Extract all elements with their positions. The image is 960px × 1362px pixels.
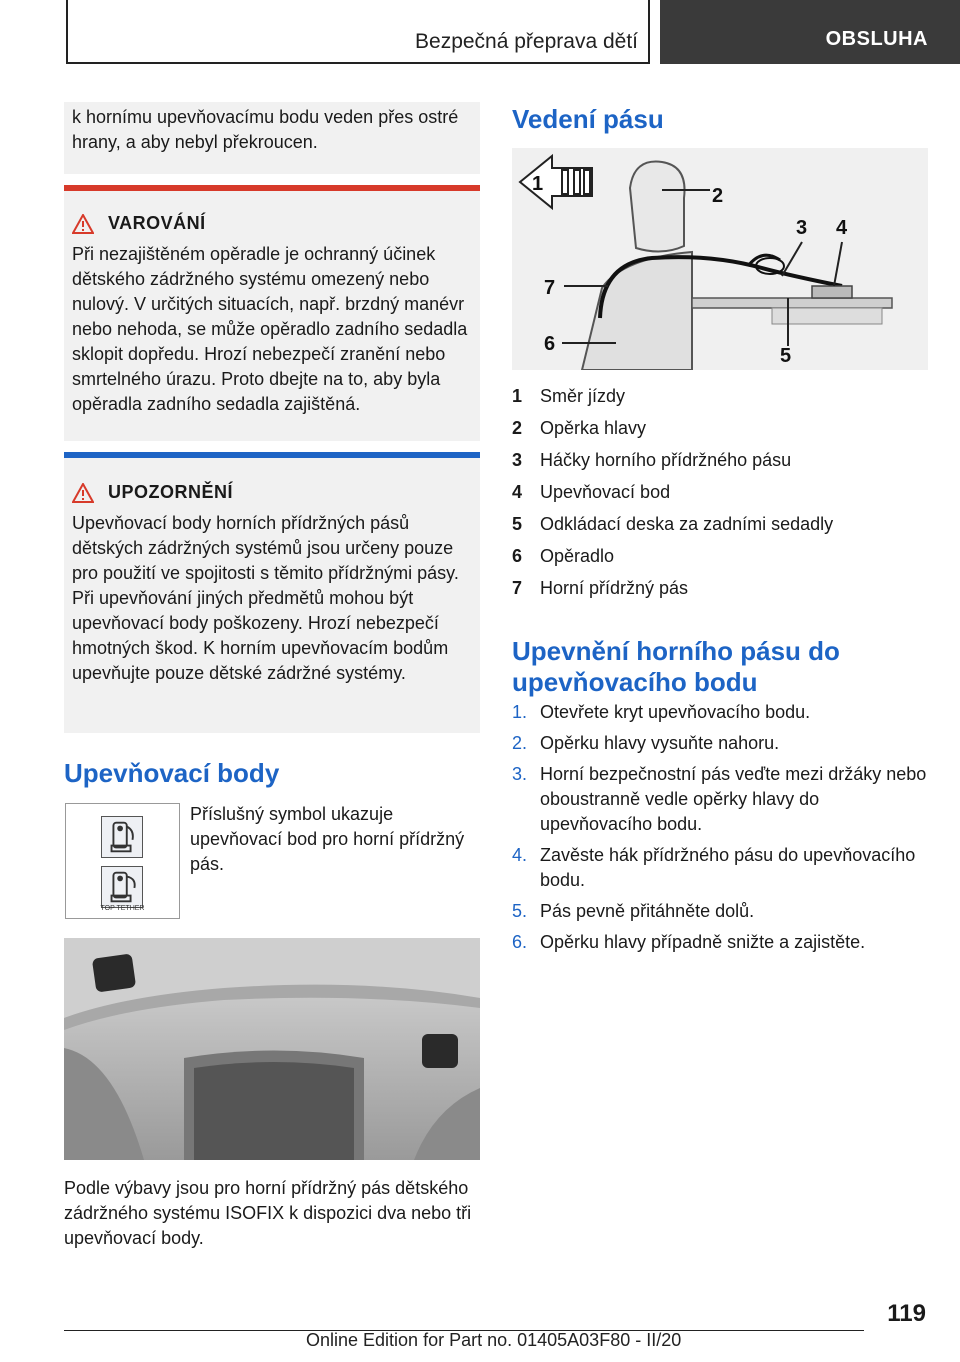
notice-text: Upevňovací body horních přídržných pásů dětských zádržných systémů jsou určeny pouze pro použití ve spojitosti s těmito přídržnými pásy. Při upevňování jiných předmětů mohou být upevňovací body poškozeny. Hrozí nebezpečí hmotných škod. K horním upevňovacím bodům upevňujte pouze dětské zádržné systémy.	[72, 513, 459, 683]
top-tether-symbol	[65, 803, 180, 919]
step-item: 5. Pás pevně přitáhněte dolů.	[512, 901, 755, 921]
step-item: 4. Zavěste hák přídržného pásu do upevňovacího bodu.	[512, 845, 916, 890]
step-item: 1. Otevřete kryt upevňovacího bodu.	[512, 702, 811, 722]
top-tether-caption: TOP TETHER	[100, 905, 145, 912]
section-tab[interactable]: OBSLUHA	[660, 0, 960, 64]
legend-item: 6 Opěradlo	[512, 546, 615, 566]
rear-shelf-photo	[64, 938, 480, 1160]
chapter-title: Bezpečná přeprava dětí	[415, 30, 638, 53]
page-number: 119	[887, 1300, 926, 1327]
top-tether-icon	[101, 866, 143, 908]
continued-text: k hornímu upevňovacímu bodu veden přes ostré hrany, a aby nebyl překroucen.	[72, 107, 459, 152]
header-divider-left	[66, 0, 68, 64]
notice-title: UPOZORNĚNÍ	[108, 482, 234, 502]
diagram-label-7: 7	[544, 277, 556, 299]
step-item: 2. Opěrku hlavy vysuňte nahoru.	[512, 733, 780, 753]
warning-box	[64, 191, 480, 441]
legend-item: 5 Odkládací deska za zadními sedadly	[512, 514, 834, 534]
diagram-label-6: 6	[544, 333, 556, 355]
diagram-label-4: 4	[836, 217, 848, 239]
legend-item: 2 Opěrka hlavy	[512, 418, 647, 438]
warning-triangle-icon	[72, 214, 94, 234]
notice-heading	[72, 480, 472, 505]
header-divider-right	[648, 0, 650, 64]
belt-routing-diagram	[512, 148, 928, 370]
step-item: 6. Opěrku hlavy případně snižte a zajistěte.	[512, 932, 866, 952]
diagram-label-2: 2	[712, 185, 724, 207]
section-title-belt-routing: Vedení pásu	[512, 104, 664, 134]
step-item: 3. Horní bezpečnostní pás veďte mezi držáky nebo oboustranně vedle opěrky hlavy do upevňovacího bodu.	[512, 764, 927, 834]
section-title-attach-belt: Upevnění horního pásu do upevňovacího bodu	[512, 636, 840, 697]
edition-text: Online Edition for Part no. 01405A03F80 - II/20	[306, 1330, 682, 1350]
legend-item: 3 Háčky horního přídržného pásu	[512, 450, 792, 470]
warning-heading	[72, 211, 472, 236]
instruction-steps	[512, 700, 928, 961]
caution-triangle-icon	[72, 483, 94, 503]
symbol-description: Příslušný symbol ukazuje upevňovací bod pro horní přídržný pás.	[190, 804, 465, 874]
diagram-label-5: 5	[780, 345, 792, 367]
legend-item: 4 Upevňovací bod	[512, 482, 671, 502]
warning-title: VAROVÁNÍ	[108, 213, 206, 233]
legend-item: 7 Horní přídržný pás	[512, 578, 689, 598]
legend-item: 1 Směr jízdy	[512, 386, 626, 406]
section-title-anchors: Upevňovací body	[64, 758, 280, 788]
diagram-legend	[512, 380, 928, 604]
header-underline	[66, 62, 650, 64]
anchor-count-text: Podle výbavy jsou pro horní přídržný pás dětského zádržného systému ISOFIX k dispozici dva nebo tři upevňovací body.	[64, 1178, 472, 1248]
child-seat-icon	[101, 816, 143, 858]
notice-box	[64, 458, 480, 733]
diagram-label-3: 3	[796, 217, 808, 239]
warning-text: Při nezajištěném opěradle je ochranný účinek dětského zádržného systému omezený nebo nulový. V určitých situacích, např. brzdný manévr nebo nehoda, se může opěradlo zadního sedadla sklopit dopředu. Hrozí nebezpečí zranění nebo smrtelného úrazu. Proto dbejte na to, aby byla opěradla zadního sedadla zajištěná.	[72, 244, 468, 414]
continued-text-box	[64, 102, 480, 174]
diagram-label-1: 1	[532, 173, 544, 195]
